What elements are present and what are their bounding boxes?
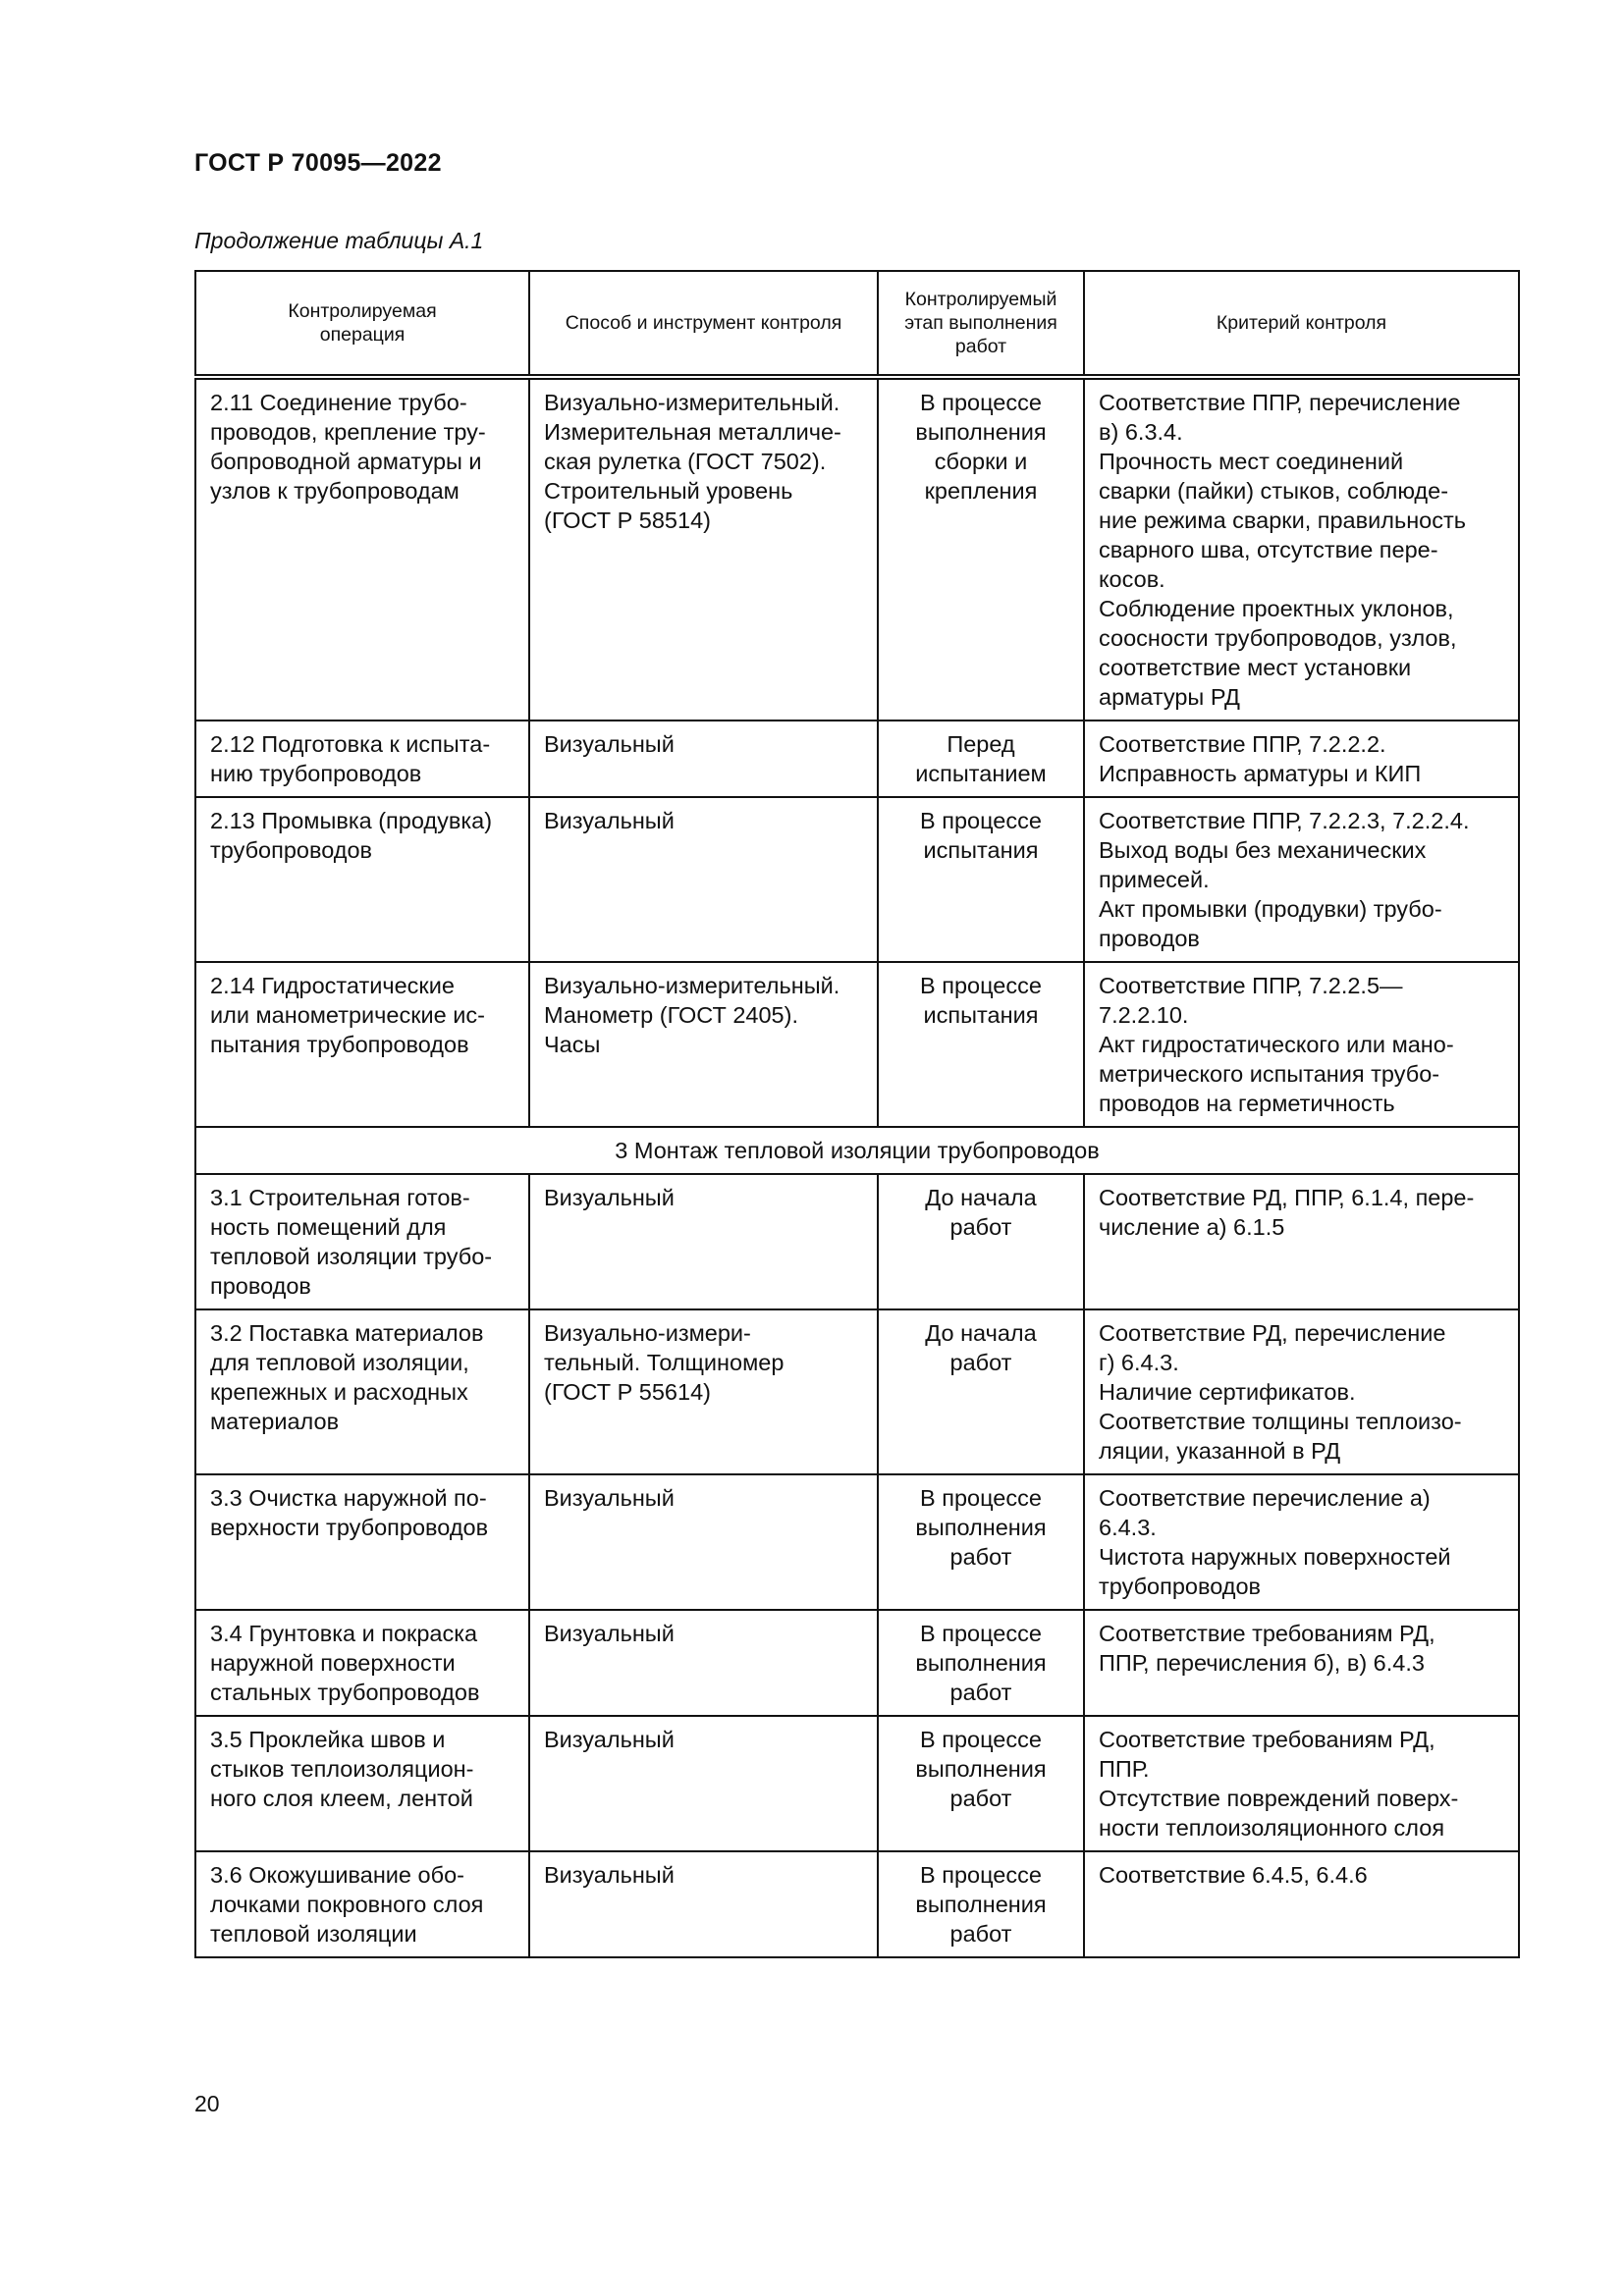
cell-line: работ	[949, 1214, 1012, 1240]
cell-line: (ГОСТ Р 58514)	[544, 507, 711, 533]
cell-line: Выход воды без механических	[1099, 837, 1427, 863]
cell-line: Визуальный	[544, 1485, 675, 1511]
cell-line: ность помещений для	[210, 1214, 447, 1240]
operation-cell	[195, 1174, 529, 1309]
cell-line: Соответствие толщины теплоизо-	[1099, 1409, 1462, 1434]
cell-line: ППР.	[1099, 1756, 1150, 1782]
stage-cell	[878, 1851, 1084, 1957]
method-cell	[529, 1851, 878, 1957]
method-cell	[529, 1716, 878, 1851]
column-header-line: операция	[319, 324, 406, 346]
cell-line: верхности трубопроводов	[210, 1515, 489, 1540]
operation-cell	[195, 797, 529, 962]
cell-line: До начала	[925, 1320, 1037, 1346]
criterion-cell	[1084, 1174, 1519, 1309]
table-row	[195, 1851, 1519, 1957]
cell-line: Соответствие ППР, 7.2.2.3, 7.2.2.4.	[1099, 808, 1470, 833]
table-body	[195, 377, 1519, 1957]
method-cell	[529, 1474, 878, 1610]
method-cell	[529, 1610, 878, 1716]
cell-line: выполнения	[915, 1756, 1047, 1782]
cell-line: числение а) 6.1.5	[1099, 1214, 1285, 1240]
page-number: 20	[194, 2091, 220, 2116]
cell-line: стыков теплоизоляцион-	[210, 1756, 474, 1782]
cell-line: Соответствие РД, перечисление	[1099, 1320, 1446, 1346]
table-row	[195, 1174, 1519, 1309]
cell-line: Визуальный	[544, 1727, 675, 1752]
cell-line: проводов	[1099, 926, 1200, 951]
section-row	[195, 1127, 1519, 1174]
cell-line: Акт гидростатического или мано-	[1099, 1032, 1454, 1057]
criterion-cell	[1084, 377, 1519, 721]
cell-line: испытания	[923, 837, 1039, 863]
cell-line: Прочность мест соединений	[1099, 449, 1404, 474]
cell-line: соосности трубопроводов, узлов,	[1099, 625, 1457, 651]
column-header-line: этап выполнения	[904, 312, 1057, 334]
control-table	[194, 270, 1520, 1958]
cell-line: (ГОСТ Р 55614)	[544, 1379, 711, 1405]
cell-line: лочками покровного слоя	[210, 1892, 484, 1917]
criterion-cell	[1084, 1716, 1519, 1851]
cell-line: 3.5 Проклейка швов и	[210, 1727, 446, 1752]
cell-line: узлов к трубопроводам	[210, 478, 460, 504]
stage-cell	[878, 1716, 1084, 1851]
operation-cell	[195, 1716, 529, 1851]
cell-line: Визуально-измери-	[544, 1320, 751, 1346]
method-cell	[529, 1309, 878, 1474]
cell-line: работ	[949, 1786, 1012, 1811]
cell-line: г) 6.4.3.	[1099, 1350, 1179, 1375]
cell-line: выполнения	[915, 1650, 1047, 1676]
table-row	[195, 962, 1519, 1127]
table-row	[195, 1716, 1519, 1851]
cell-line: 6.4.3.	[1099, 1515, 1157, 1540]
column-header-line: Критерий контроля	[1216, 312, 1387, 334]
cell-line: В процессе	[920, 390, 1042, 415]
table-row	[195, 721, 1519, 797]
cell-line: 7.2.2.10.	[1099, 1002, 1189, 1028]
section-title: 3 Монтаж тепловой изоляции трубопроводов	[195, 1127, 1519, 1174]
cell-line: наружной поверхности	[210, 1650, 456, 1676]
table-header	[195, 271, 1519, 377]
cell-line: выполнения	[915, 419, 1047, 445]
cell-line: трубопроводов	[1099, 1574, 1262, 1599]
cell-line: Чистота наружных поверхностей	[1099, 1544, 1451, 1570]
operation-cell	[195, 1851, 529, 1957]
operation-cell	[195, 1309, 529, 1474]
cell-line: соответствие мест установки	[1099, 655, 1412, 680]
cell-line: Соответствие ППР, 7.2.2.2.	[1099, 731, 1386, 757]
cell-line: Манометр (ГОСТ 2405).	[544, 1002, 798, 1028]
cell-line: Визуальный	[544, 1621, 675, 1646]
cell-line: работ	[949, 1544, 1012, 1570]
cell-line: примесей.	[1099, 867, 1210, 892]
cell-line: Отсутствие повреждений поверх-	[1099, 1786, 1459, 1811]
cell-line: В процессе	[920, 1727, 1042, 1752]
header-row	[195, 271, 1519, 377]
cell-line: Часы	[544, 1032, 601, 1057]
cell-line: Соответствие ППР, 7.2.2.5—	[1099, 973, 1403, 998]
cell-line: Визуальный	[544, 731, 675, 757]
cell-line: косов.	[1099, 566, 1165, 592]
cell-line: Соответствие РД, ППР, 6.1.4, пере-	[1099, 1185, 1475, 1210]
table-caption: Продолжение таблицы А.1	[194, 228, 484, 253]
cell-line: выполнения	[915, 1892, 1047, 1917]
method-cell	[529, 1174, 878, 1309]
cell-line: В процессе	[920, 808, 1042, 833]
operation-cell	[195, 377, 529, 721]
stage-cell	[878, 1309, 1084, 1474]
cell-line: 2.13 Промывка (продувка)	[210, 808, 493, 833]
stage-cell	[878, 721, 1084, 797]
cell-line: сварки (пайки) стыков, соблюде-	[1099, 478, 1449, 504]
operation-cell	[195, 1474, 529, 1610]
column-header-line: Контролируемый	[904, 289, 1057, 310]
cell-line: ного слоя клеем, лентой	[210, 1786, 473, 1811]
cell-line: ППР, перечисления б), в) 6.4.3	[1099, 1650, 1425, 1676]
cell-line: ние режима сварки, правильность	[1099, 507, 1466, 533]
cell-line: Визуальный	[544, 808, 675, 833]
cell-line: 3.3 Очистка наружной по-	[210, 1485, 487, 1511]
stage-cell	[878, 1610, 1084, 1716]
cell-line: нию трубопроводов	[210, 761, 422, 786]
cell-line: тельный. Толщиномер	[544, 1350, 785, 1375]
method-cell	[529, 721, 878, 797]
stage-cell	[878, 377, 1084, 721]
cell-line: проводов, крепление тру-	[210, 419, 486, 445]
cell-line: крепежных и расходных	[210, 1379, 468, 1405]
criterion-cell	[1084, 1851, 1519, 1957]
cell-line: испытанием	[915, 761, 1047, 786]
cell-line: В процессе	[920, 1621, 1042, 1646]
cell-line: проводов на герметичность	[1099, 1091, 1395, 1116]
cell-line: ляции, указанной в РД	[1099, 1438, 1341, 1464]
criterion-cell	[1084, 1474, 1519, 1610]
cell-line: Соблюдение проектных уклонов,	[1099, 596, 1454, 621]
column-header-line: работ	[954, 336, 1007, 357]
cell-line: Наличие сертификатов.	[1099, 1379, 1356, 1405]
cell-line: Перед	[947, 731, 1015, 757]
cell-line: 3.2 Поставка материалов	[210, 1320, 484, 1346]
cell-line: ности теплоизоляционного слоя	[1099, 1815, 1445, 1841]
cell-line: Соответствие ППР, перечисление	[1099, 390, 1461, 415]
column-header-line: Контролируемая	[288, 300, 437, 322]
cell-line: тепловой изоляции	[210, 1921, 417, 1947]
cell-line: ская рулетка (ГОСТ 7502).	[544, 449, 827, 474]
cell-line: для тепловой изоляции,	[210, 1350, 469, 1375]
criterion-cell	[1084, 1309, 1519, 1474]
cell-line: пытания трубопроводов	[210, 1032, 469, 1057]
cell-line: сварного шва, отсутствие пере-	[1099, 537, 1438, 562]
criterion-cell	[1084, 797, 1519, 962]
stage-cell	[878, 1474, 1084, 1610]
cell-line: работ	[949, 1680, 1012, 1705]
column-header-line: Способ и инструмент контроля	[565, 312, 842, 334]
cell-line: трубопроводов	[210, 837, 373, 863]
table-row	[195, 797, 1519, 962]
cell-line: 3.6 Окожушивание обо-	[210, 1862, 464, 1888]
stage-cell	[878, 797, 1084, 962]
cell-line: 3.4 Грунтовка и покраска	[210, 1621, 478, 1646]
cell-line: бопроводной арматуры и	[210, 449, 482, 474]
cell-line: стальных трубопроводов	[210, 1680, 480, 1705]
method-cell	[529, 377, 878, 721]
column-header-4	[1084, 271, 1519, 377]
stage-cell	[878, 1174, 1084, 1309]
cell-line: работ	[949, 1350, 1012, 1375]
cell-line: материалов	[210, 1409, 340, 1434]
cell-line: Визуальный	[544, 1862, 675, 1888]
method-cell	[529, 797, 878, 962]
table-row	[195, 1474, 1519, 1610]
cell-line: Соответствие требованиям РД,	[1099, 1621, 1435, 1646]
cell-line: работ	[949, 1921, 1012, 1947]
cell-line: крепления	[924, 478, 1038, 504]
criterion-cell	[1084, 962, 1519, 1127]
table-row	[195, 377, 1519, 721]
cell-line: В процессе	[920, 1862, 1042, 1888]
operation-cell	[195, 1610, 529, 1716]
cell-line: 2.11 Соединение трубо-	[210, 390, 467, 415]
cell-line: в) 6.3.4.	[1099, 419, 1183, 445]
cell-line: 2.14 Гидростатические	[210, 973, 455, 998]
cell-line: Акт промывки (продувки) трубо-	[1099, 896, 1442, 922]
stage-cell	[878, 962, 1084, 1127]
cell-line: метрического испытания трубо-	[1099, 1061, 1440, 1087]
document-title: ГОСТ Р 70095—2022	[194, 149, 442, 177]
cell-line: Строительный уровень	[544, 478, 793, 504]
cell-line: Исправность арматуры и КИП	[1099, 761, 1422, 786]
cell-line: тепловой изоляции трубо-	[210, 1244, 493, 1269]
cell-line: Визуально-измерительный.	[544, 973, 840, 998]
cell-line: Соответствие 6.4.5, 6.4.6	[1099, 1862, 1368, 1888]
column-header-1	[195, 271, 529, 377]
cell-line: Измерительная металличе-	[544, 419, 841, 445]
operation-cell	[195, 962, 529, 1127]
criterion-cell	[1084, 1610, 1519, 1716]
column-header-3	[878, 271, 1084, 377]
cell-line: 3.1 Строительная готов-	[210, 1185, 470, 1210]
cell-line: В процессе	[920, 973, 1042, 998]
criterion-cell	[1084, 721, 1519, 797]
cell-line: арматуры РД	[1099, 684, 1240, 710]
cell-line: или манометрические ис-	[210, 1002, 485, 1028]
table-row	[195, 1309, 1519, 1474]
method-cell	[529, 962, 878, 1127]
cell-line: Визуальный	[544, 1185, 675, 1210]
cell-line: Визуально-измерительный.	[544, 390, 840, 415]
cell-line: 2.12 Подготовка к испыта-	[210, 731, 491, 757]
cell-line: Соответствие требованиям РД,	[1099, 1727, 1435, 1752]
cell-line: В процессе	[920, 1485, 1042, 1511]
table-row	[195, 1610, 1519, 1716]
cell-line: выполнения	[915, 1515, 1047, 1540]
column-header-2	[529, 271, 878, 377]
cell-line: Соответствие перечисление а)	[1099, 1485, 1431, 1511]
operation-cell	[195, 721, 529, 797]
cell-line: До начала	[925, 1185, 1037, 1210]
cell-line: проводов	[210, 1273, 311, 1299]
cell-line: сборки и	[934, 449, 1028, 474]
cell-line: испытания	[923, 1002, 1039, 1028]
